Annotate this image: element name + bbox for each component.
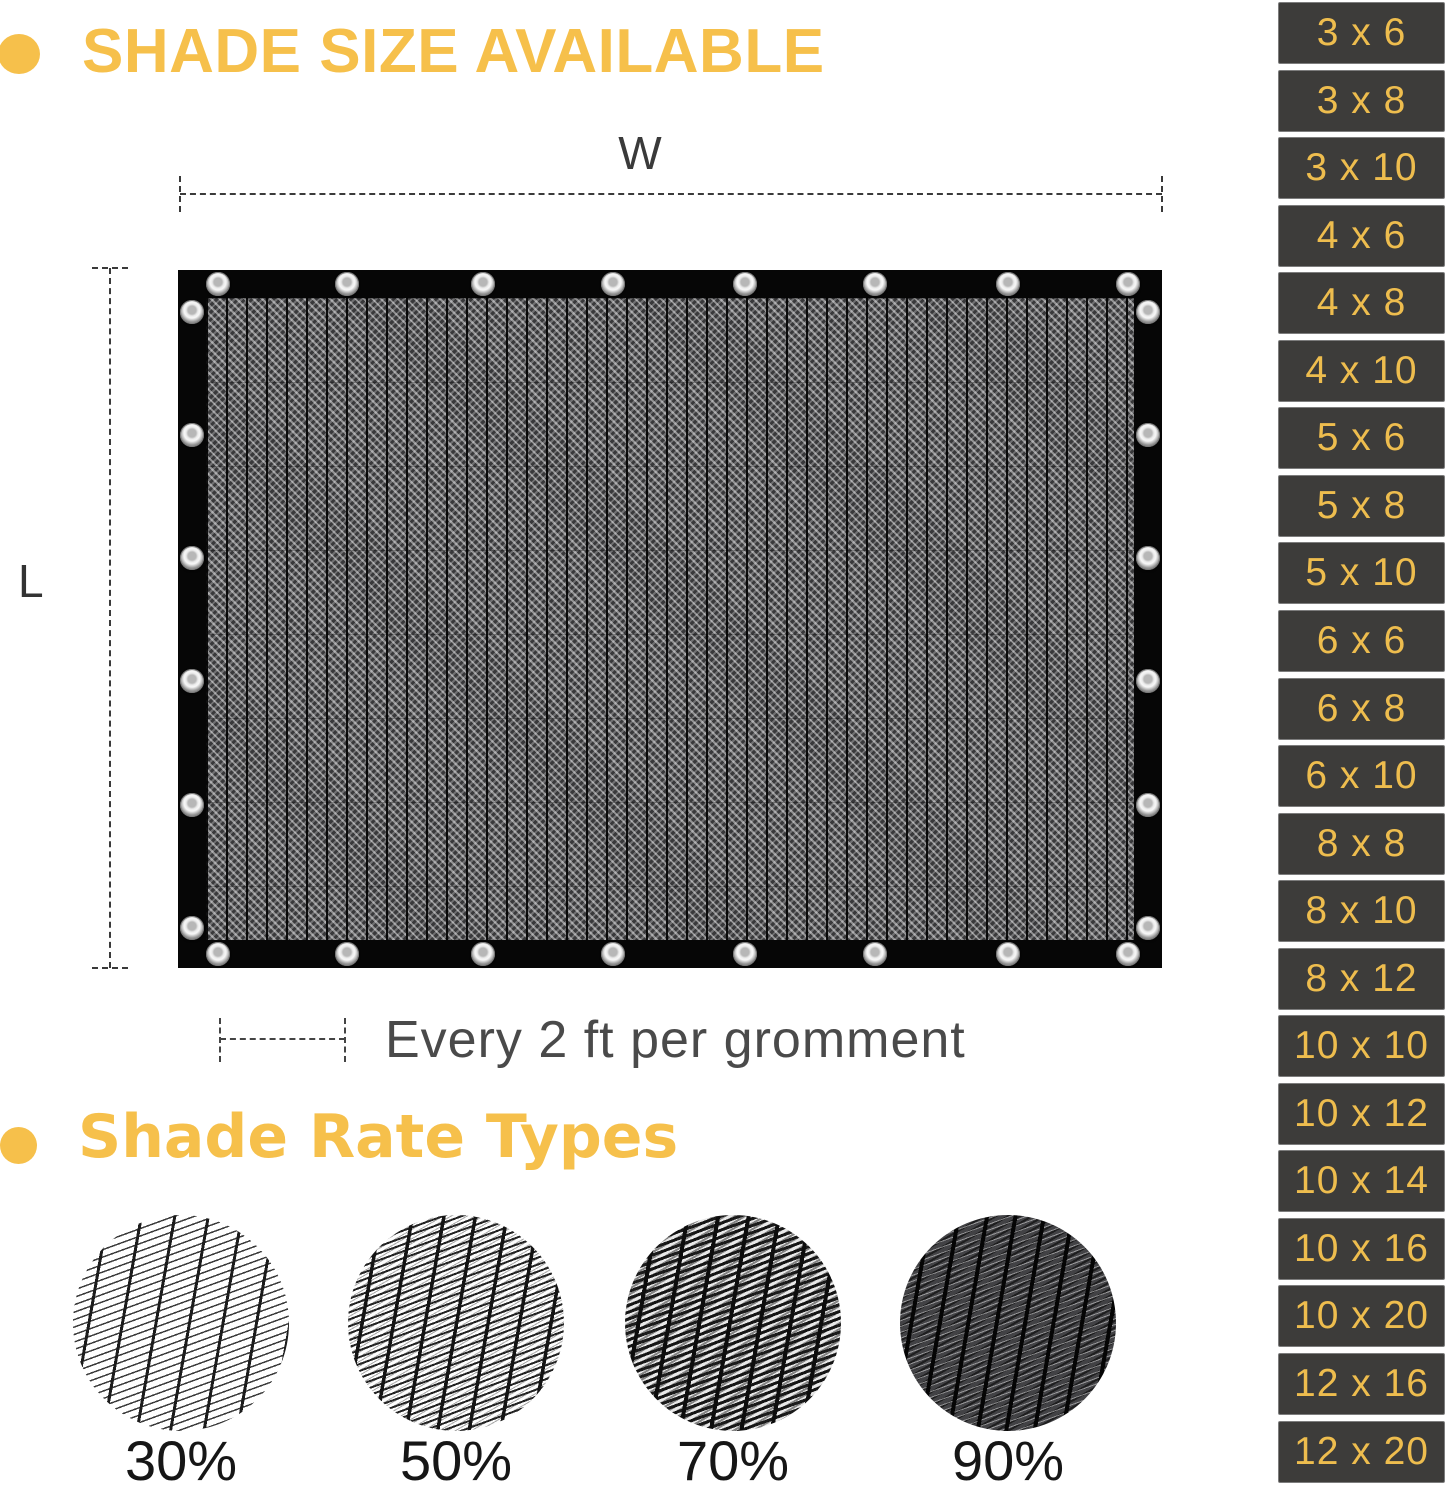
size-option-3x8: 3 x 8 xyxy=(1278,70,1445,132)
grommet-icon xyxy=(996,942,1020,966)
size-option-8x12: 8 x 12 xyxy=(1278,948,1445,1010)
size-option-12x16: 12 x 16 xyxy=(1278,1353,1445,1415)
size-option-10x20: 10 x 20 xyxy=(1278,1285,1445,1347)
size-option-10x16: 10 x 16 xyxy=(1278,1218,1445,1280)
shade-rate-label-70: 70% xyxy=(676,1429,790,1485)
shade-rate-sample-30 xyxy=(73,1215,289,1431)
grommet-spacing-note: Every 2 ft per gromment xyxy=(385,1011,966,1069)
grommet-icon xyxy=(471,272,495,296)
grommet-icon xyxy=(180,423,204,447)
shade-net-mesh-texture xyxy=(206,298,1134,940)
shade-rate-sample-50 xyxy=(348,1215,564,1431)
grommet-icon xyxy=(180,546,204,570)
shade-rate-label-30: 30% xyxy=(124,1429,238,1485)
size-option-12x20: 12 x 20 xyxy=(1278,1421,1445,1483)
width-dimension-tick-right xyxy=(1161,176,1163,212)
size-option-10x14: 10 x 14 xyxy=(1278,1150,1445,1212)
size-option-6x6: 6 x 6 xyxy=(1278,610,1445,672)
shade-rate-sample-90 xyxy=(900,1215,1116,1431)
grommet-icon xyxy=(206,942,230,966)
grommet-icon xyxy=(733,942,757,966)
length-dimension-line xyxy=(109,268,111,968)
shade-rate-label-50: 50% xyxy=(399,1429,513,1485)
grommet-icon xyxy=(180,669,204,693)
size-list-column xyxy=(1278,0,1445,1485)
grommet-icon xyxy=(180,793,204,817)
grommet-icon xyxy=(1136,423,1160,447)
grommet-icon xyxy=(1136,546,1160,570)
grommet-icon xyxy=(1136,916,1160,940)
size-option-8x8: 8 x 8 xyxy=(1278,813,1445,875)
size-option-10x12: 10 x 12 xyxy=(1278,1083,1445,1145)
grommet-icon xyxy=(996,272,1020,296)
bullet-dot-icon xyxy=(0,1127,37,1164)
shade-rate-label-90: 90% xyxy=(951,1429,1065,1485)
grommet-icon xyxy=(1116,272,1140,296)
size-option-3x6: 3 x 6 xyxy=(1278,2,1445,64)
grommet-icon xyxy=(335,272,359,296)
length-dimension-tick-top xyxy=(92,267,128,269)
grommet-icon xyxy=(335,942,359,966)
grommet-icon xyxy=(180,916,204,940)
section-title-rates: Shade Rate Types xyxy=(78,1102,679,1172)
grommet-icon xyxy=(1136,669,1160,693)
grommet-icon xyxy=(863,942,887,966)
size-option-5x6: 5 x 6 xyxy=(1278,407,1445,469)
size-option-5x10: 5 x 10 xyxy=(1278,542,1445,604)
size-option-5x8: 5 x 8 xyxy=(1278,475,1445,537)
length-dimension-label: L xyxy=(18,555,44,607)
bullet-dot-icon xyxy=(0,34,40,74)
size-option-6x10: 6 x 10 xyxy=(1278,745,1445,807)
size-option-3x10: 3 x 10 xyxy=(1278,137,1445,199)
grommet-icon xyxy=(1136,793,1160,817)
size-option-4x10: 4 x 10 xyxy=(1278,340,1445,402)
size-option-8x10: 8 x 10 xyxy=(1278,880,1445,942)
grommet-icon xyxy=(733,272,757,296)
width-dimension-tick-left xyxy=(179,176,181,212)
grommet-icon xyxy=(1116,942,1140,966)
width-dimension-line xyxy=(180,193,1162,195)
shade-rate-sample-70 xyxy=(625,1215,841,1431)
grommet-icon xyxy=(863,272,887,296)
size-option-4x8: 4 x 8 xyxy=(1278,272,1445,334)
grommet-spacing-marker-line xyxy=(220,1038,345,1040)
grommet-icon xyxy=(180,300,204,324)
section-title-sizes: SHADE SIZE AVAILABLE xyxy=(82,17,825,86)
grommet-icon xyxy=(601,942,625,966)
grommet-spacing-tick-right xyxy=(344,1018,346,1062)
grommet-icon xyxy=(471,942,495,966)
size-option-10x10: 10 x 10 xyxy=(1278,1015,1445,1077)
grommet-icon xyxy=(1136,300,1160,324)
grommet-icon xyxy=(601,272,625,296)
size-option-4x6: 4 x 6 xyxy=(1278,205,1445,267)
length-dimension-tick-bottom xyxy=(92,967,128,969)
size-option-6x8: 6 x 8 xyxy=(1278,678,1445,740)
grommet-icon xyxy=(206,272,230,296)
shade-net-diagram xyxy=(178,270,1162,968)
width-dimension-label: W xyxy=(618,127,662,179)
grommet-spacing-tick-left xyxy=(219,1018,221,1062)
